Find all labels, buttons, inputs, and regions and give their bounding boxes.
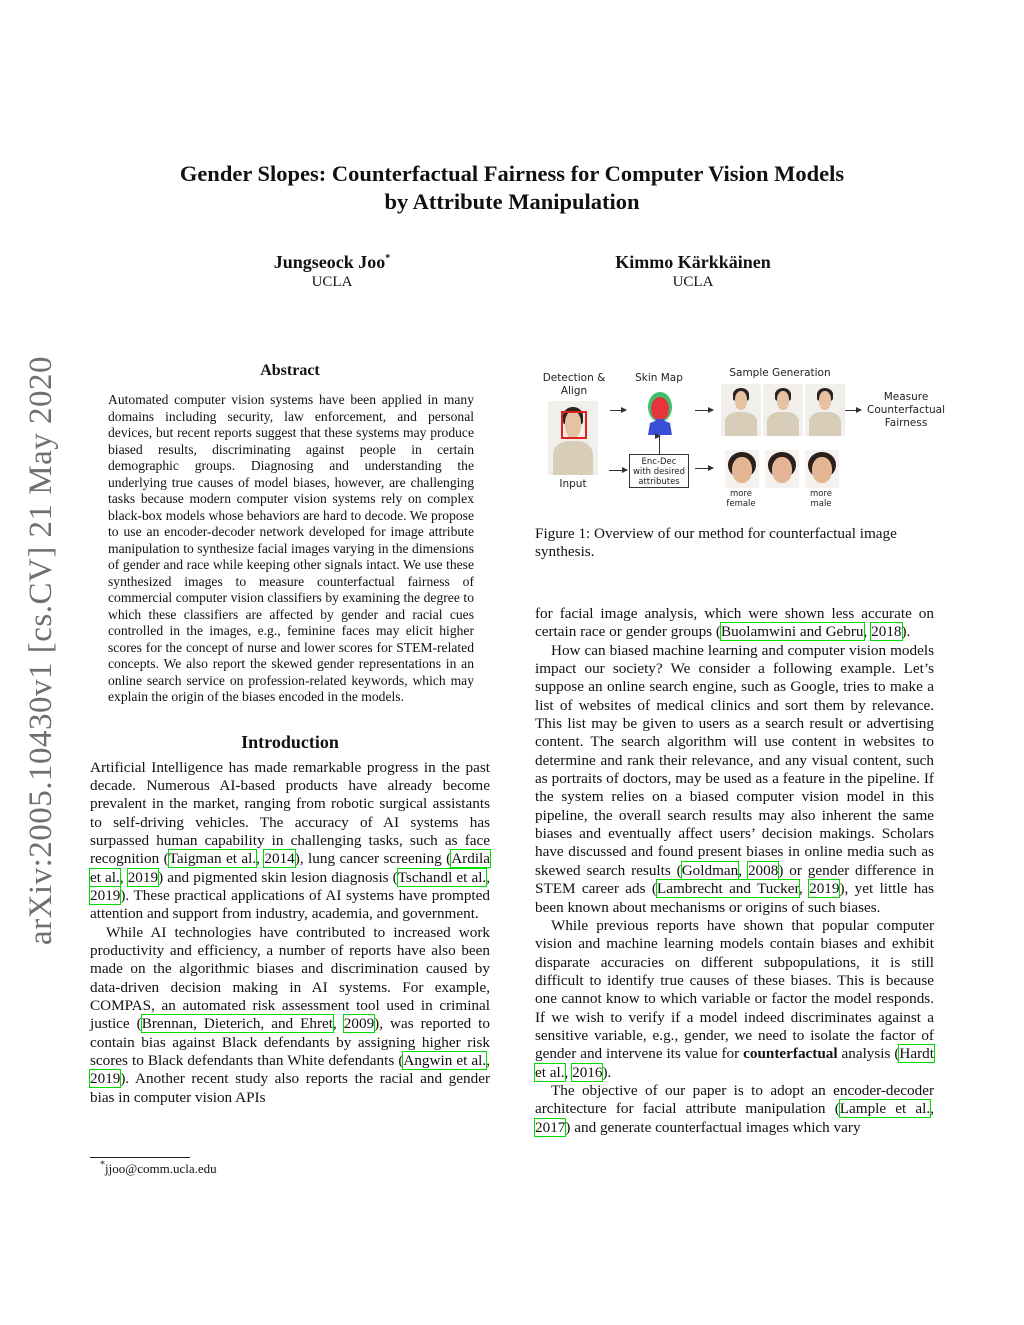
citation-link[interactable]: Taigman et al.	[168, 850, 257, 868]
introduction-heading: Introduction	[241, 731, 339, 752]
arxiv-stamp	[22, 340, 62, 960]
footnote-rule	[90, 1157, 190, 1158]
right-paragraph-4	[535, 1082, 934, 1137]
generated-face-female	[725, 450, 759, 488]
citation-link[interactable]: 2009	[343, 1015, 375, 1033]
right-paragraph-3	[535, 917, 934, 1082]
text-run: ).	[602, 1063, 612, 1081]
citation-link[interactable]: Ardila et al.	[90, 850, 491, 886]
intro-paragraph-1	[90, 759, 490, 924]
label-detection-align: Detection & Align	[542, 372, 606, 397]
arrow-encdec-to-faces	[695, 468, 713, 469]
text-run: ,	[256, 850, 265, 868]
author-2-affiliation: UCLA	[672, 274, 714, 290]
label-more-female: more female	[726, 489, 756, 509]
label-input: Input	[559, 478, 587, 490]
figure-1	[535, 362, 955, 522]
footnote	[100, 1161, 217, 1177]
citation-link[interactable]: Goldman	[681, 861, 739, 879]
photo-body	[725, 412, 757, 436]
right-paragraph-2	[535, 642, 934, 917]
text-run: ). Another recent study also reports the racial and gender bias in computer vision APIs	[90, 1070, 490, 1106]
text-run: ,	[863, 623, 872, 641]
left-column	[90, 362, 490, 1107]
citation-link[interactable]: Angwin et al.	[403, 1052, 487, 1069]
text-run: ,	[119, 868, 128, 886]
citation-link[interactable]: Lample et al.	[839, 1100, 931, 1118]
generated-face-neutral	[765, 450, 799, 488]
photo-face	[777, 391, 790, 410]
author-2-name: Kimmo Kärkkäinen	[615, 252, 771, 272]
citation-link[interactable]: 2019	[90, 1070, 121, 1088]
face-skin	[812, 457, 832, 484]
citation-link[interactable]: 2018	[871, 623, 902, 641]
citation-link[interactable]: 2008	[747, 861, 779, 879]
author-1-footnote-mark: *	[385, 253, 391, 264]
text-run: ,	[930, 1100, 934, 1118]
author-1-name-line	[182, 252, 482, 272]
text-run: ), was reported to contain bias against Black defendants by assigning higher risk scores to Black defendants than White defendants (	[90, 1015, 490, 1069]
arrow-skin-to-encdec	[659, 436, 660, 454]
title-line-2: by Attribute Manipulation	[384, 189, 640, 214]
citation-link[interactable]: 2019	[127, 868, 159, 886]
bold-term: counterfactual	[743, 1045, 838, 1063]
citation-link[interactable]: 2019	[90, 886, 121, 904]
arrow-input-to-encdec	[609, 470, 627, 471]
sample-photo-2	[763, 384, 803, 436]
label-measure-fairness: Measure Counterfactual Fairness	[867, 391, 945, 429]
skin-map-image	[642, 389, 678, 435]
citation-link[interactable]: Buolamwini and Gebru	[720, 623, 864, 641]
label-encdec: Enc-Dec with desired attributes	[632, 457, 686, 487]
text-run: ), lung cancer screening (	[294, 850, 452, 868]
text-run: analysis (	[837, 1045, 900, 1063]
paper-title	[120, 160, 904, 216]
text-run: While previous reports have shown that popular computer vision and machine learning models contain biases and exhibit disparate accuracies on different subpopulations, it is still difficult to identify true causes of these biases. This is because one cannot know to which variable or factor the model responds. If we wish to verify if a model indeed discriminates against a sensitive variable, e.g., gender, we need to isolate the factor of gender and intervene its value for	[535, 916, 934, 1063]
sample-photo-3	[805, 384, 845, 436]
text-run: ).	[901, 623, 911, 641]
face-skin	[772, 457, 792, 484]
title-line-1: Gender Slopes: Counterfactual Fairness for Computer Vision Models	[179, 161, 845, 186]
detection-box	[561, 411, 587, 439]
abstract-heading: Abstract	[260, 362, 320, 379]
text-run: ), yet little has been known about mechanisms or origins of such biases.	[535, 880, 935, 916]
encdec-box	[629, 454, 689, 488]
label-more-male: more male	[809, 489, 833, 509]
photo-body	[767, 412, 799, 436]
photo-body	[809, 412, 841, 436]
generated-face-male	[805, 450, 839, 488]
text-run: ,	[564, 1063, 573, 1081]
citation-link[interactable]: 2016	[572, 1063, 603, 1081]
arxiv-identifier: arXiv:2005.10430v1 [cs.CV] 21 May 2020	[23, 355, 60, 945]
citation-link[interactable]: 2014	[264, 850, 295, 868]
text-run: ,	[486, 868, 491, 886]
text-run: ) and generate counterfactual images which vary	[565, 1118, 861, 1136]
footnote-mark: *	[100, 1159, 105, 1171]
photo-face	[819, 391, 832, 410]
right-paragraph-1	[535, 605, 934, 642]
skin-map-graphic	[642, 389, 678, 435]
text-run: ,	[798, 880, 810, 898]
intro-paragraph-2	[90, 924, 490, 1107]
photo-body	[553, 441, 593, 475]
face-skin	[732, 457, 752, 484]
text-run: ) or gender difference in STEM career ads (	[535, 861, 934, 898]
author-2	[543, 252, 843, 292]
arrow-sample-to-measure	[845, 410, 861, 411]
author-1-name: Jungseock Joo	[273, 252, 386, 272]
arrow-skin-to-sample	[695, 410, 713, 411]
introduction-body	[90, 759, 490, 1108]
citation-link[interactable]: Brennan, Dieterich, and Ehret	[141, 1015, 333, 1033]
text-run: ). These practical applications of AI systems have prompted attention and support from industry, academia, and government.	[90, 886, 490, 923]
author-1-affiliation: UCLA	[311, 274, 353, 290]
author-1	[182, 252, 482, 292]
arrow-detect-to-skin	[610, 410, 626, 411]
label-skin-map: Skin Map	[635, 372, 683, 384]
text-run: While AI technologies have contributed to increased work productivity and efficiency, a number of reports have also been made on the algorithmic biases and discrimination caused by data-driven decision making in AI systems. For example, COMPAS, an automated risk assessment tool used in criminal justice (	[90, 923, 490, 1033]
sample-photo-1	[721, 384, 761, 436]
citation-link[interactable]: Lambrecht and Tucker	[656, 880, 799, 898]
abstract-text: Automated computer vision systems have been applied in many domains including security, law enforcement, and personal devices, but recent reports suggest that these systems may produce biased results, discriminating against people in certain demographic groups. Diagnosing and understanding the underlying true causes of model biases, however, are challenging tasks because modern computer vision systems rely on complex black-box models whose behaviors are hard to decode. We propose to use an encoder-decoder network developed for image attribute manipulation to synthesize facial images varying in the dimensions of gender and race while keeping other signals intact. We use these synthesized images to measure counterfactual fairness of commercial computer vision classifiers by examining the degree to which these classifiers are affected by gender and racial cues controlled in the images, e.g., feminine faces may elicit higher scores for the concept of nurse and lower scores for STEM-related concepts. We also report the skewed gender representations in an online search service on profession-related keywords, which may explain the origin of the biases encoded in the models.	[108, 392, 474, 704]
text-run: ,	[486, 1052, 490, 1069]
text-run: for facial image analysis, which were shown less accurate on certain race or gender groups (	[535, 605, 934, 641]
photo-face	[735, 391, 748, 410]
text-run: Artificial Intelligence has made remarkable progress in the past decade. Numerous AI-based products have already become prevalent in the market, ranging from robotic surgical assistants to self-driving vehicles. The accuracy of AI systems has surpassed human capability in challenging tasks, such as face recognition (	[90, 758, 490, 868]
right-column	[535, 605, 934, 1137]
footnote-text: jjoo@comm.ucla.edu	[105, 1161, 217, 1176]
label-sample-generation: Sample Generation	[729, 367, 831, 379]
text-run: How can biased machine learning and computer vision models impact our society? We consider a following example. Let’s suppose an online search engine, such as Google, tries to make a list of websites of medical clinics and sort them by relevance. This list may be given to users as a search result or advertising content. The search algorithm will use content in websites to determine and rank their relevance, and any visual content, such as portraits of doctors, may be used as a feature in the pipeline. If the system relies on a biased computer vision model in this pipeline, the overall search results may also inherent the same biases and eventually affect users’ decision makings. Scholars have discussed and found present biases in online media such as skewed search results (	[535, 641, 934, 879]
figure-1-caption: Figure 1: Overview of our method for counterfactual image synthesis.	[535, 525, 897, 561]
text-run: ) and pigmented skin lesion diagnosis (	[158, 868, 398, 886]
citation-link[interactable]: 2017	[535, 1118, 566, 1136]
citation-link[interactable]: Tschandl et al.	[397, 868, 487, 886]
citation-link[interactable]: Hardt et al.	[535, 1045, 934, 1081]
text-run: ,	[738, 861, 748, 879]
text-run: ,	[333, 1015, 344, 1033]
text-run: The objective of our paper is to adopt an encoder-decoder architecture for facial attribute manipulation (	[535, 1081, 934, 1118]
citation-link[interactable]: 2019	[809, 880, 840, 898]
